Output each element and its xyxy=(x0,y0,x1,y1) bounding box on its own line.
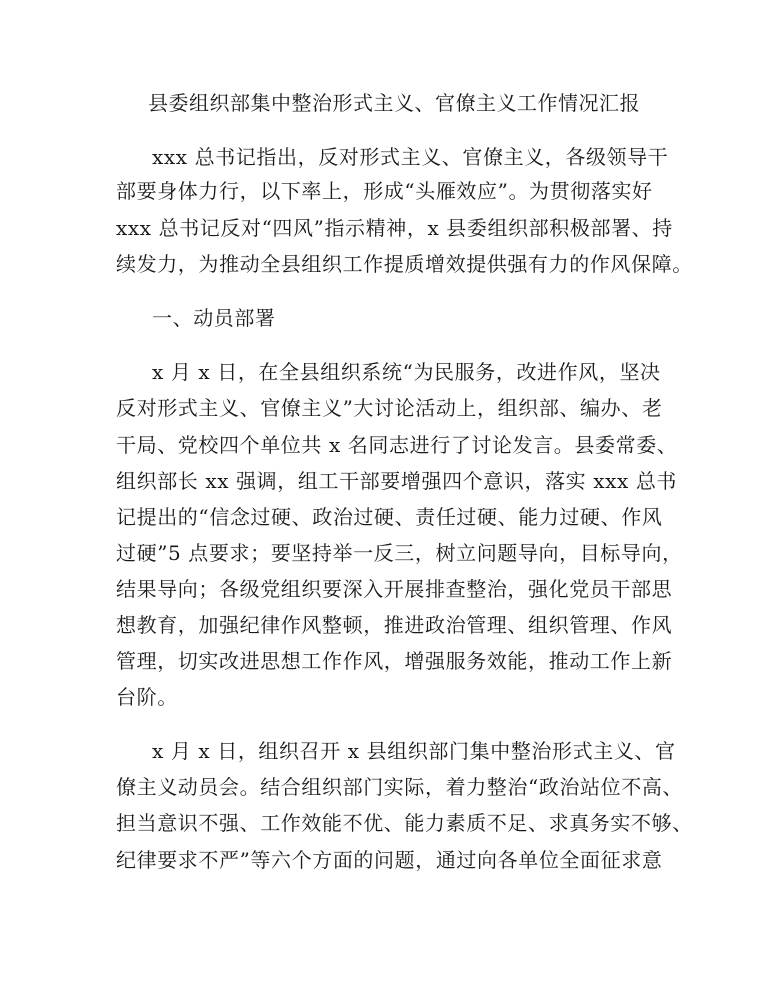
paragraph-3-line-2: 僚主义动员会。结合组织部门实际，着力整治“政治站位不高、 xyxy=(116,775,684,799)
paragraph-2-line-4: 组织部长 xx 强调，组工干部要增强四个意识，落实 xxx 总书 xyxy=(116,469,678,493)
paragraph-2-line-9: 管理，切实改进思想工作作风，增强服务效能，推动工作上新 xyxy=(116,649,673,673)
section-heading: 一、动员部署 xyxy=(152,306,276,330)
paragraph-2-line-8: 想教育，加强纪律作风整顿，推进政治管理、组织管理、作风 xyxy=(116,613,673,637)
paragraph-3-line-1: x 月 x 日，组织召开 x 县组织部门集中整治形式主义、官 xyxy=(152,739,676,763)
paragraph-2-line-7: 结果导向；各级党组织要深入开展排查整治，强化党员干部思 xyxy=(116,577,673,601)
paragraph-2-line-5: 记提出的“信念过硬、政治过硬、责任过硬、能力过硬、作风 xyxy=(116,505,663,529)
paragraph-1-line-1: xxx 总书记指出，反对形式主义、官僚主义，各级领导干 xyxy=(152,145,669,169)
paragraph-2-line-3: 干局、党校四个单位共 x 名同志进行了讨论发言。县委常委、 xyxy=(116,433,678,457)
paragraph-1-line-3: xxx 总书记反对“四风”指示精神，x 县委组织部积极部署、持 xyxy=(116,216,673,240)
paragraph-1-line-4: 续发力，为推动全县组织工作提质增效提供强有力的作风保障。 xyxy=(116,252,693,276)
paragraph-2-line-6: 过硬”5 点要求；要坚持举一反三，树立问题导向，目标导向， xyxy=(116,541,683,565)
paragraph-1-line-2: 部要身体力行，以下率上，形成“头雁效应”。为贯彻落实好 xyxy=(116,179,653,203)
paragraph-2-line-1: x 月 x 日，在全县组织系统“为民服务，改进作风，坚决 xyxy=(152,360,661,384)
paragraph-3-line-3: 担当意识不强、工作效能不优、能力素质不足、求真务实不够、 xyxy=(116,811,693,835)
document-title: 县委组织部集中整治形式主义、官僚主义工作情况汇报 xyxy=(148,91,640,115)
paragraph-3-line-4: 纪律要求不严”等六个方面的问题，通过向各单位全面征求意 xyxy=(116,848,663,872)
paragraph-2-line-2: 反对形式主义、官僚主义”大讨论活动上，组织部、编办、老 xyxy=(116,396,663,420)
paragraph-2-line-10: 台阶。 xyxy=(116,685,178,709)
